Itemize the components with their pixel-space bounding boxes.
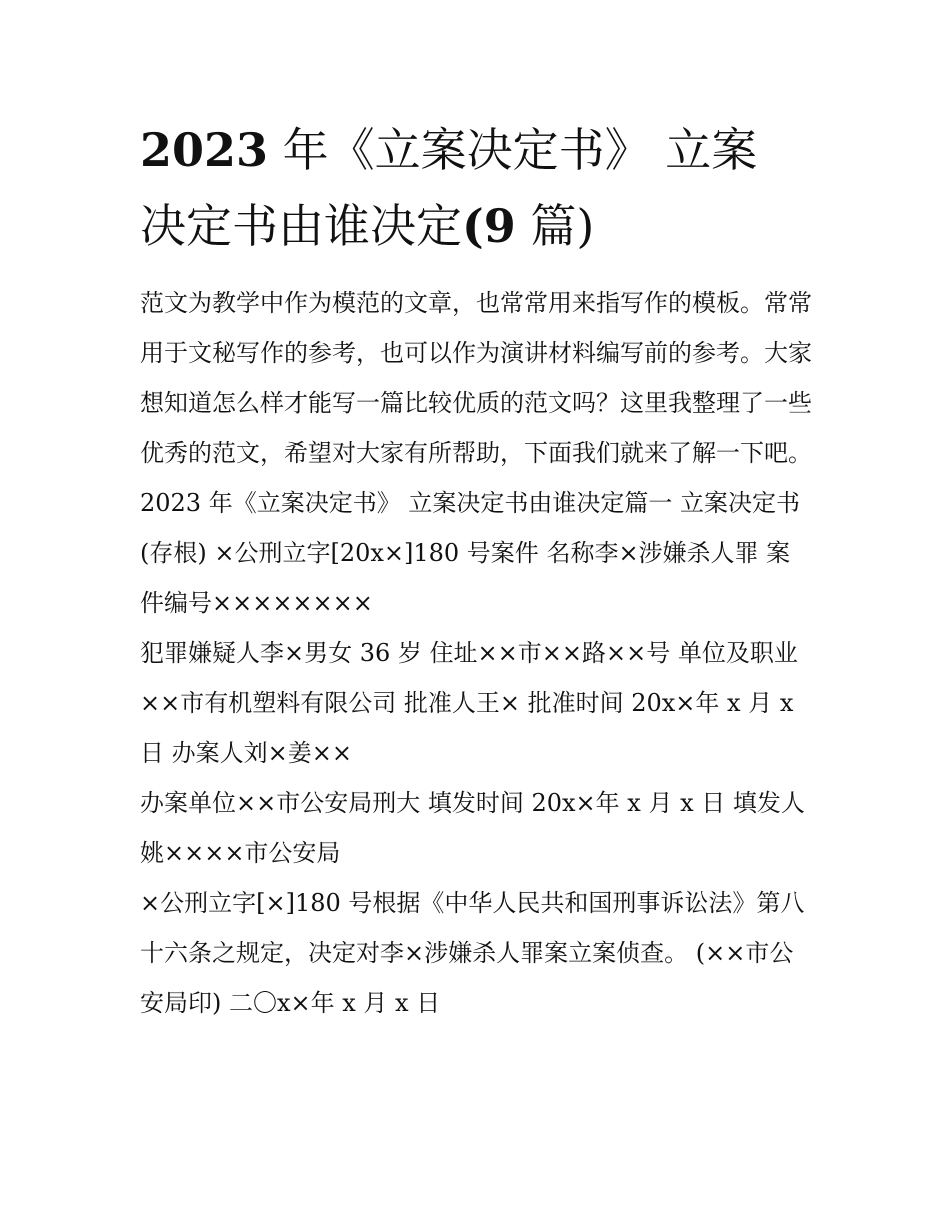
title-count: (9	[462, 199, 516, 253]
title-line2-text: 决定书由谁决定	[140, 199, 462, 253]
title-line1-text: 年《立案决定书》 立案	[282, 123, 758, 177]
document-body	[140, 278, 812, 1028]
title-line2-tail: 篇)	[530, 199, 595, 253]
paragraph-decision: ×公刑立字[×]180 号根据《中华人民共和国刑事诉讼法》第八十六条之规定，决定对李×涉嫌杀人罪案立案侦查。 (××市公安局印) 二〇x×年 x 月 x 日	[140, 889, 805, 1017]
title-year: 2023	[140, 123, 269, 177]
paragraph-stub-header: 2023 年《立案决定书》 立案决定书由谁决定篇一 立案决定书(存根) ×公刑立字[20x×]180 号案件 名称李×涉嫌杀人罪 案件编号××××××××	[140, 489, 800, 617]
paragraph-intro: 范文为教学中作为模范的文章，也常常用来指写作的模板。常常用于文秘写作的参考，也可以作为演讲材料编写前的参考。大家想知道怎么样才能写一篇比较优质的范文吗？这里我整理了一些优秀的范文，希望对大家有所帮助，下面我们就来了解一下吧。	[140, 289, 812, 467]
paragraph-suspect-info: 犯罪嫌疑人李×男女 36 岁 住址××市××路××号 单位及职业××市有机塑料有限公司 批准人王× 批准时间 20x×年 x 月 x 日 办案人刘×姜××	[140, 639, 798, 767]
paragraph-issuing-unit: 办案单位××市公安局刑大 填发时间 20x×年 x 月 x 日 填发人姚××××市公安局	[140, 789, 805, 867]
document-title	[140, 112, 820, 264]
